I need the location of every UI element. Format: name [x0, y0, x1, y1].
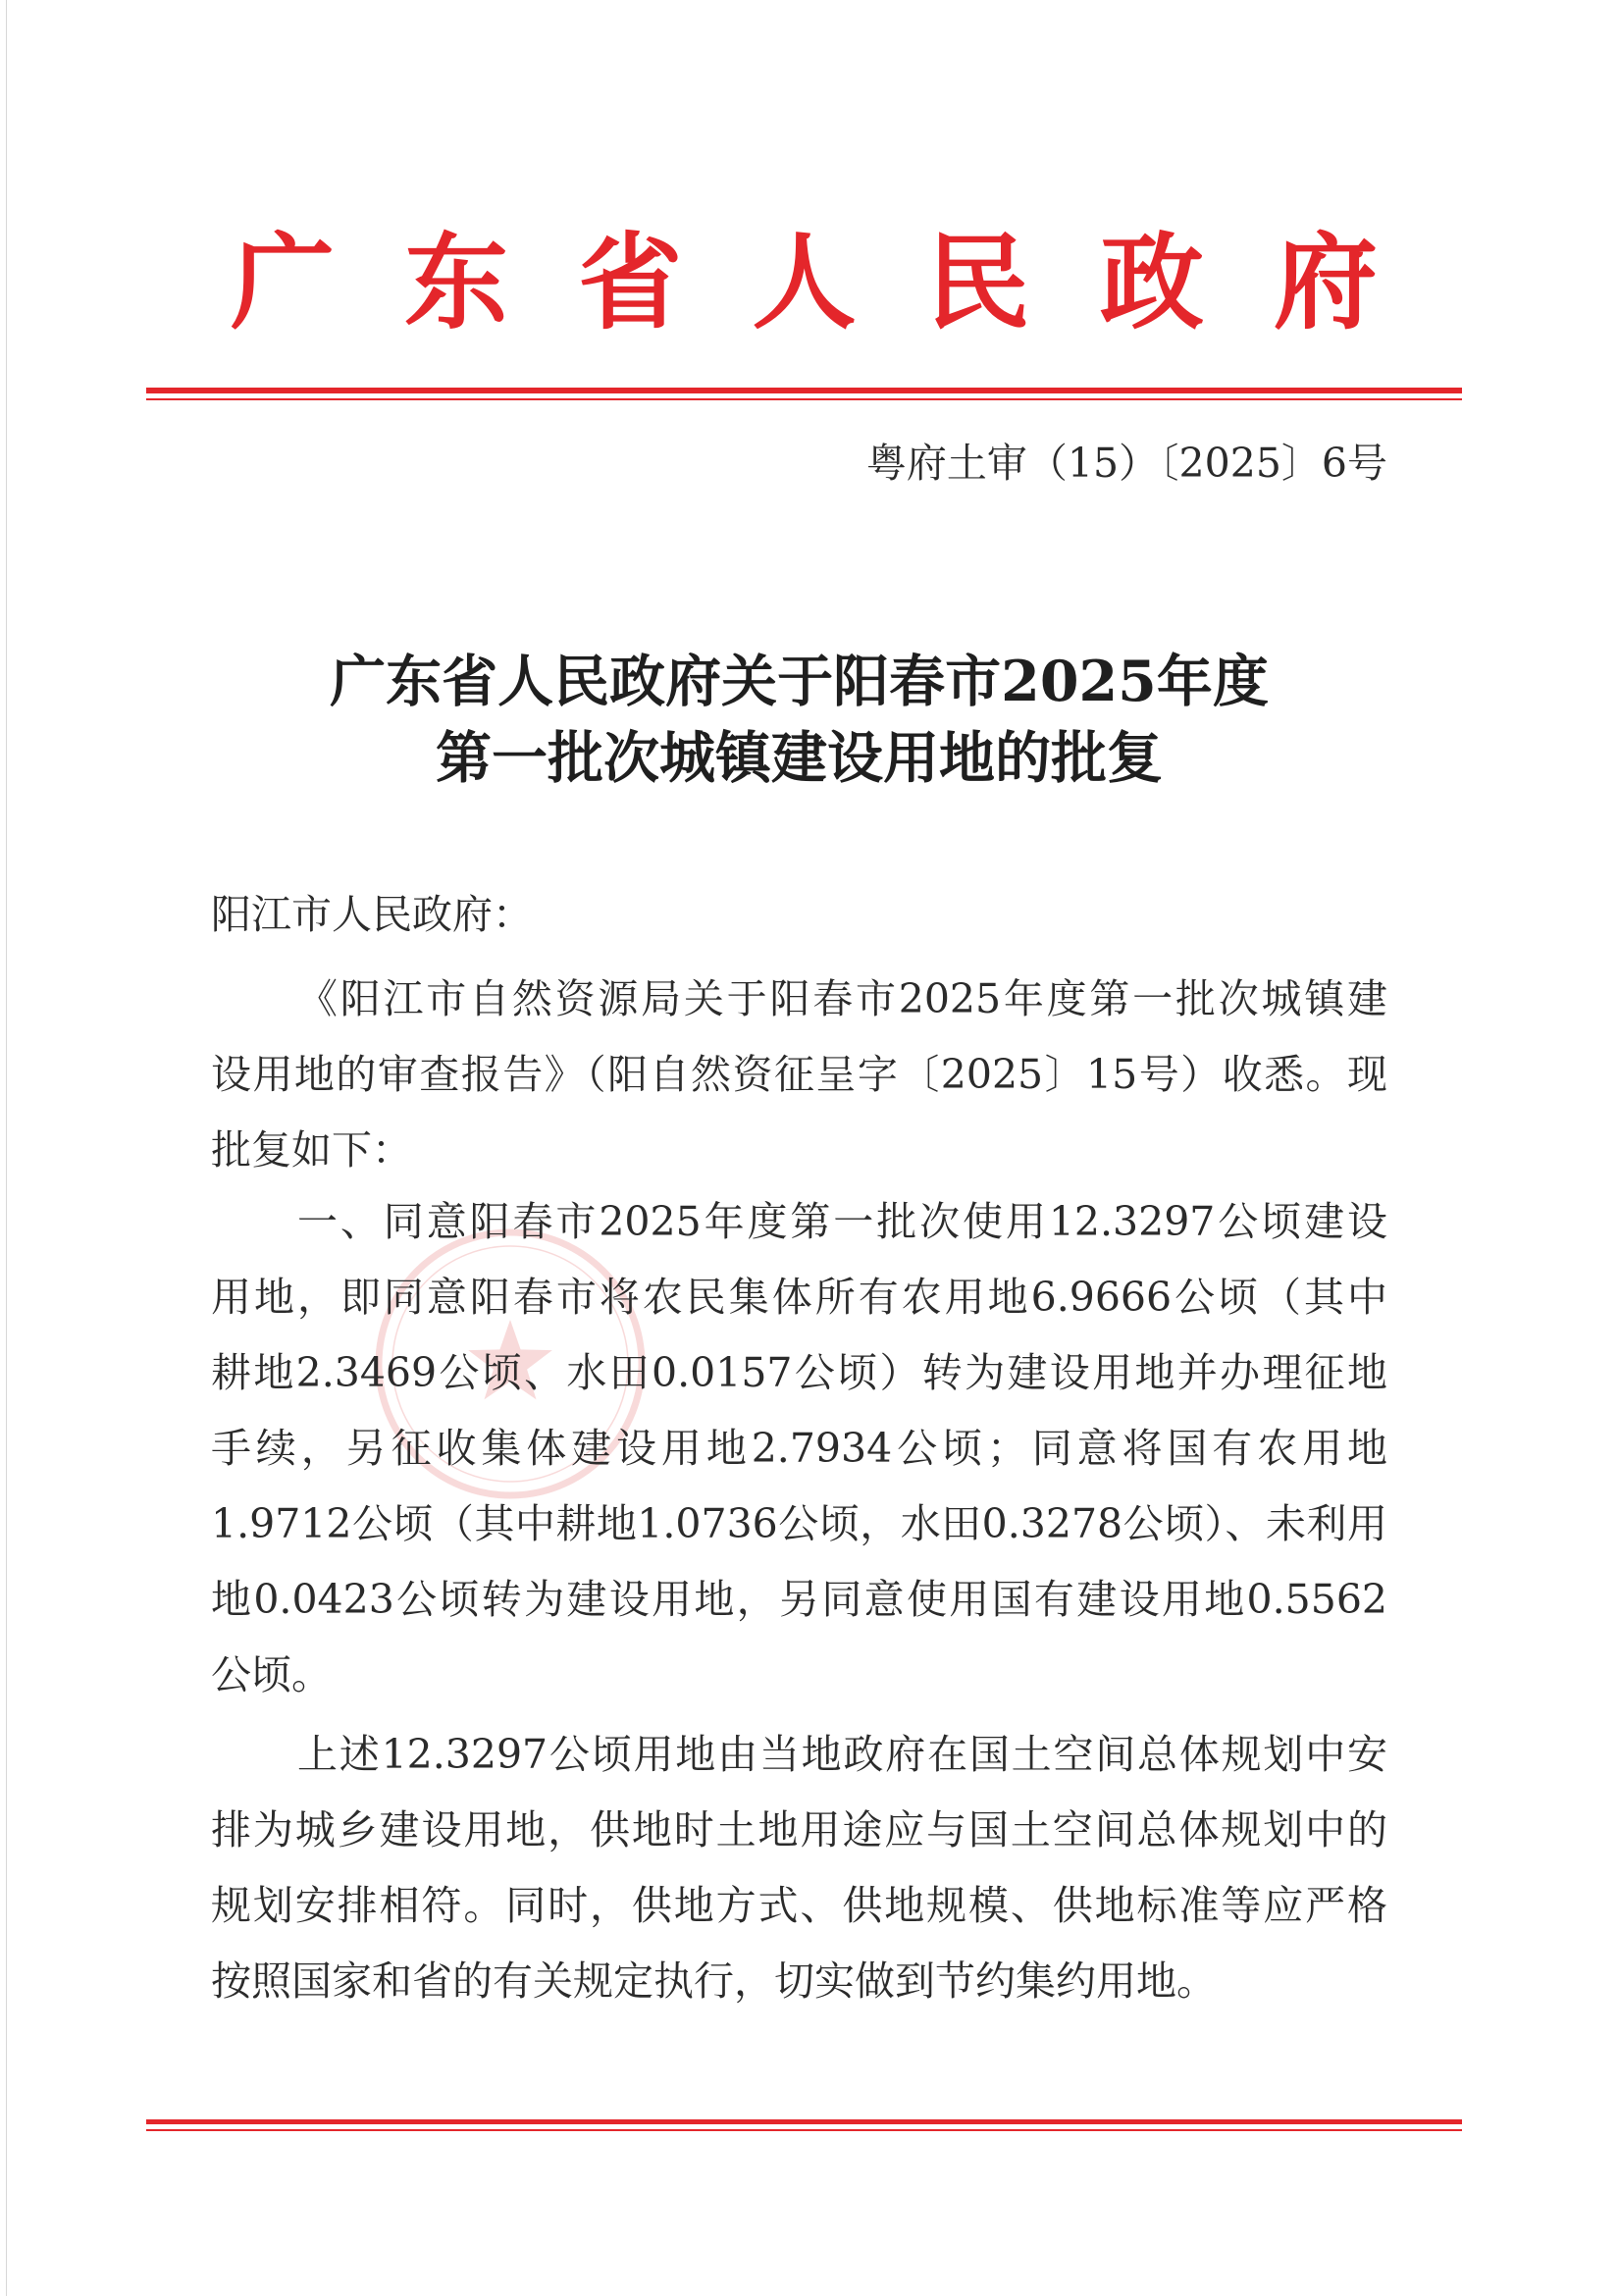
paragraph-line: 手续，另征收集体建设用地2.7934公顷；同意将国有农用地: [211, 1425, 1387, 1472]
paragraph-line: 规划安排相符。同时，供地方式、供地规模、供地标准等应严格: [211, 1882, 1387, 1929]
paragraph-line: 一、同意阳春市2025年度第一批次使用12.3297公顷建设: [297, 1198, 1387, 1245]
paragraph-line: 1.9712公顷（其中耕地1.0736公顷，水田0.3278公顷）、未利用: [211, 1500, 1387, 1547]
paragraph-line: 设用地的审查报告》（阳自然资征呈字〔2025〕15号）收悉。现: [211, 1051, 1387, 1098]
paragraph-line: 地0.0423公顷转为建设用地，另同意使用国有建设用地0.5562: [211, 1576, 1387, 1623]
paragraph-line: 排为城乡建设用地，供地时土地用途应与国土空间总体规划中的: [211, 1806, 1387, 1853]
scan-edge: [6, 0, 7, 2296]
paragraph-line: 用地，即同意阳春市将农民集体所有农用地6.9666公顷（其中: [211, 1274, 1387, 1321]
footer-rule-thick: [146, 2119, 1462, 2124]
body-paragraph-2: [211, 1184, 1387, 1713]
paragraph-line: 《阳江市自然资源局关于阳春市2025年度第一批次城镇建: [297, 975, 1387, 1022]
paragraph-line: 上述12.3297公顷用地由当地政府在国土空间总体规划中安: [297, 1731, 1387, 1778]
masthead-rule-thick: [146, 388, 1462, 393]
heading-line: 第一批次城镇建设用地的批复: [436, 725, 1163, 791]
issuer-masthead: 广东省人民政府: [231, 221, 1378, 343]
paragraph-line: 批复如下：: [211, 1126, 412, 1174]
footer-rule-thin: [146, 2129, 1462, 2131]
document-heading: [211, 644, 1387, 797]
paragraph-line: 按照国家和省的有关规定执行，切实做到节约集约用地。: [211, 1957, 1217, 2005]
salutation: 阳江市人民政府：: [211, 891, 533, 938]
masthead-rule-thin: [146, 398, 1462, 400]
paragraph-line: 公顷。: [211, 1651, 332, 1698]
body-paragraph-3: [211, 1717, 1387, 2019]
document-number: 粤府土审（15）〔2025〕6号: [865, 440, 1387, 487]
paragraph-line: 耕地2.3469公顷、水田0.0157公顷）转为建设用地并办理征地: [211, 1349, 1387, 1396]
heading-line: 广东省人民政府关于阳春市2025年度: [330, 649, 1269, 714]
body-paragraph-1: [211, 962, 1387, 1188]
